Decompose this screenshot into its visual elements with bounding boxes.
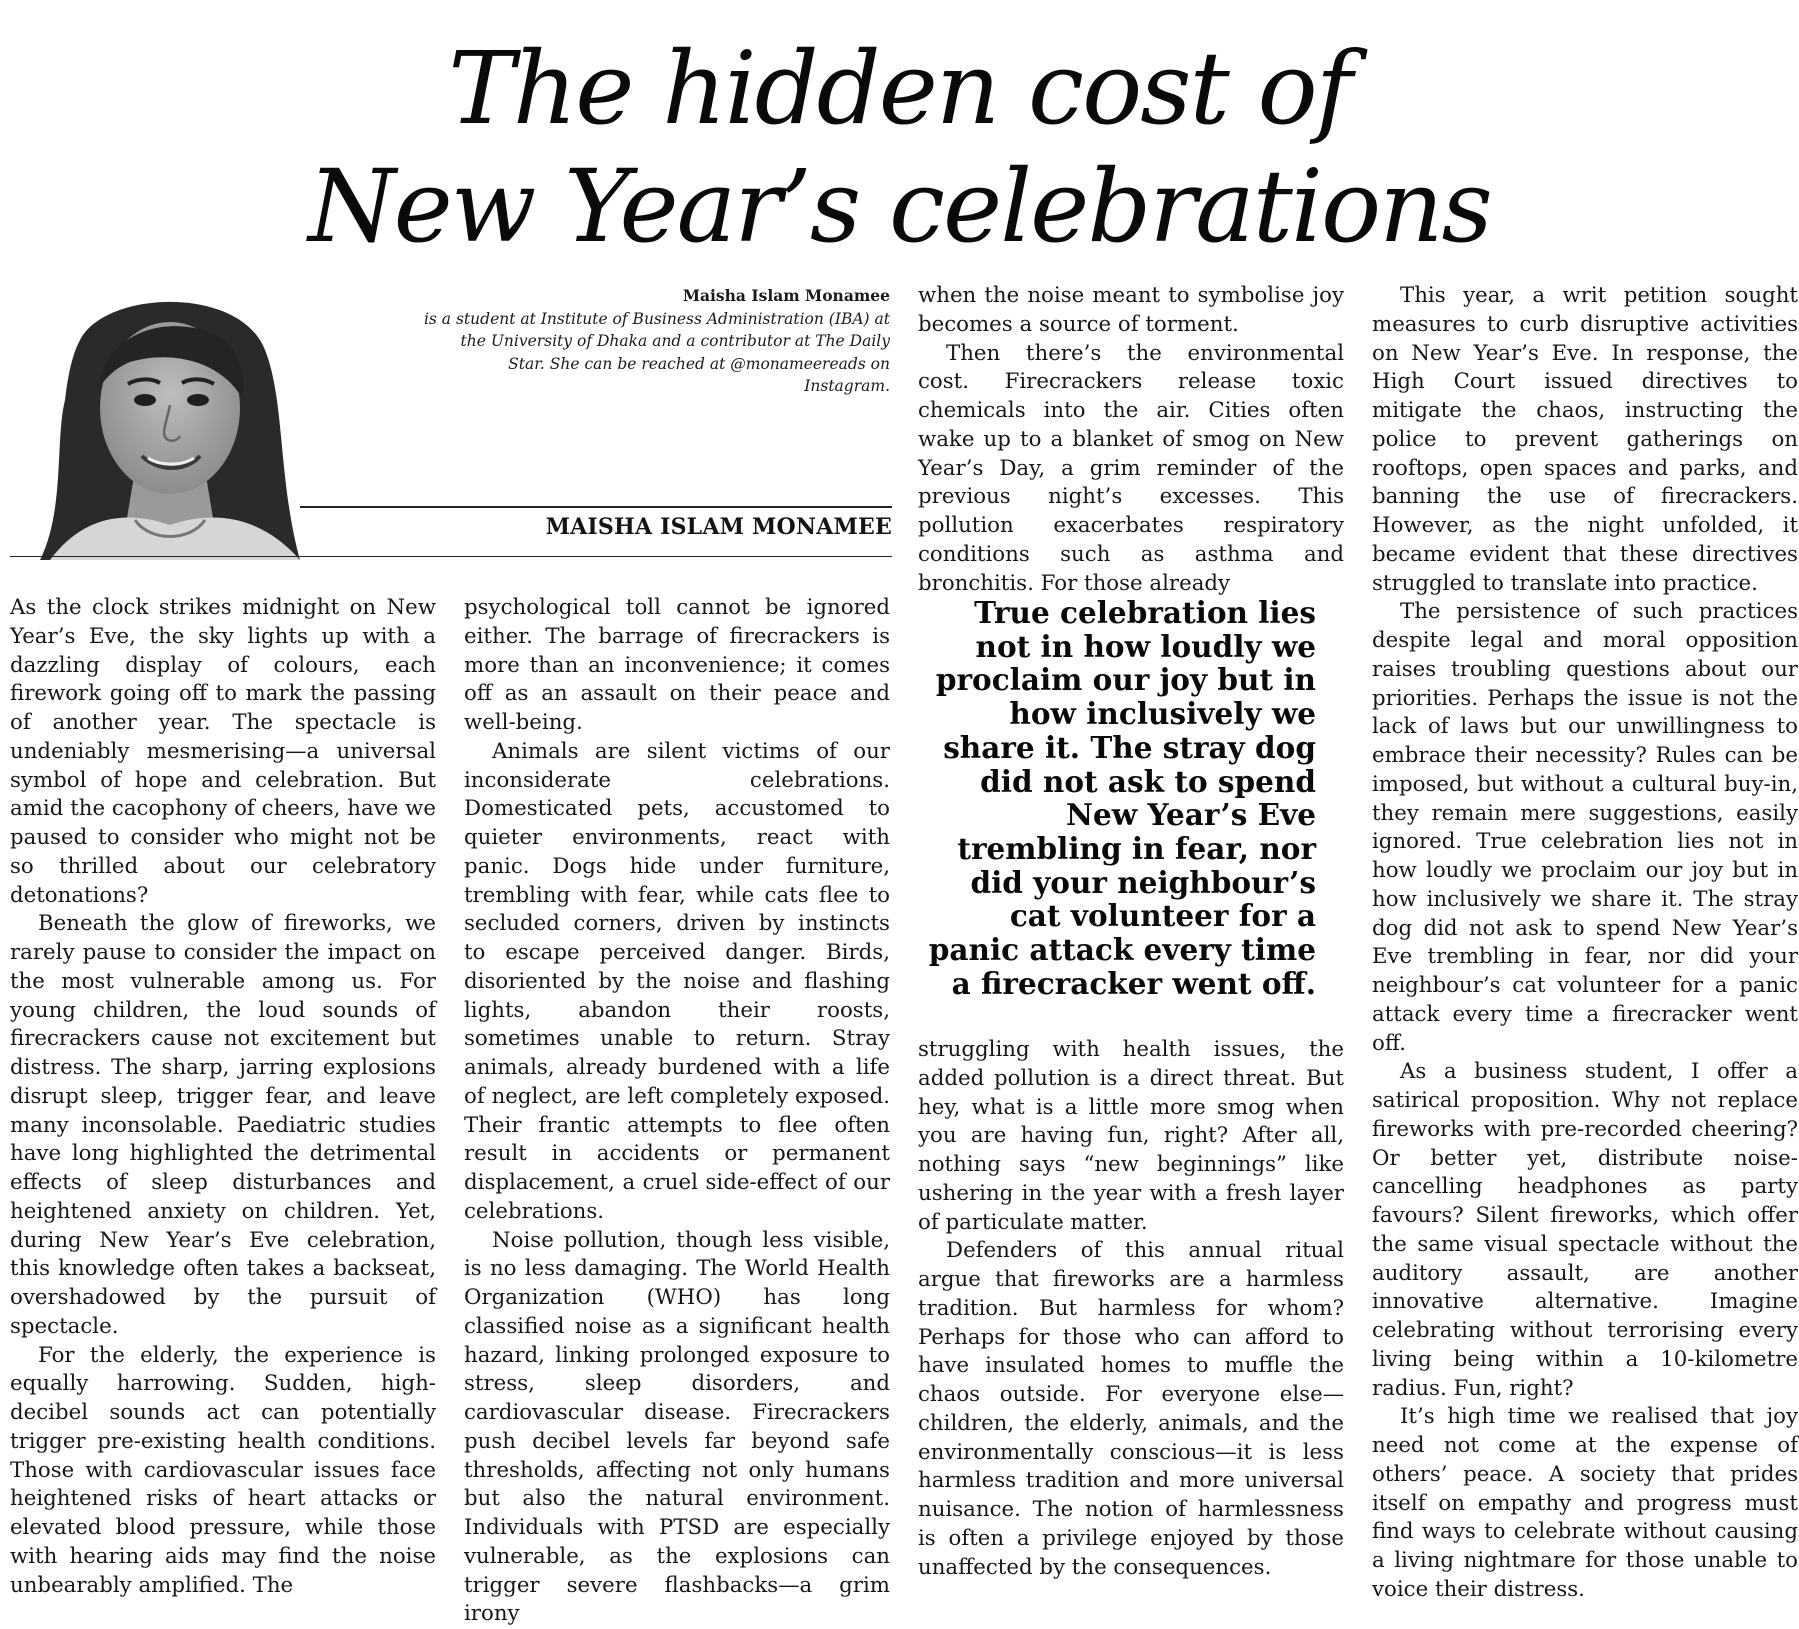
headline bbox=[0, 30, 1799, 266]
article-column-3-bottom bbox=[918, 1036, 1344, 1614]
paragraph: It’s high time we realised that joy need not come at the expense of others’ peace. A society that prides itself on empathy and progress must find ways to celebrate without causing a living nightmare for those unable to voice their distress. bbox=[1372, 1403, 1798, 1604]
headline-line-2: New Year’s celebrations bbox=[0, 148, 1799, 266]
paragraph: Noise pollution, though less visible, is no less damaging. The World Health Organization (WHO) has long classified noise as a significant health hazard, linking prolonged exposure to stress, sleep disorders, and cardiovascular disease. Firecrackers push decibel levels far beyond safe thresholds, affecting not only humans but also the natural environment. Individuals with PTSD are especially vulnerable, as the explosions can trigger severe flashbacks—a grim irony bbox=[464, 1227, 890, 1629]
paragraph: psychological toll cannot be ignored either. The barrage of firecrackers is more than an inconvenience; it comes off as an assault on their peace and well-being. bbox=[464, 594, 890, 738]
article-column-1 bbox=[10, 594, 436, 1614]
author-bio bbox=[420, 285, 890, 398]
paragraph: Beneath the glow of fireworks, we rarely pause to consider the impact on the most vulnerable among us. For young children, the loud sounds of firecrackers cause not excitement but distress. The sharp, jarring explosions disrupt sleep, trigger fear, and leave many inconsolable. Paediatric studies have long highlighted the detrimental effects of sleep disturbances and heightened anxiety on children. Yet, during New Year’s Eve celebration, this knowledge often takes a backseat, overshadowed by the pursuit of spectacle. bbox=[10, 910, 436, 1341]
bio-text: is a student at Institute of Business Administration (IBA) at the University of Dhaka and a contributor at The Daily Star. She can be reached at @monameereads on Instagram. bbox=[424, 310, 890, 396]
bio-author-name: Maisha Islam Monamee bbox=[420, 285, 890, 308]
byline-bottom-rule bbox=[10, 556, 892, 557]
pull-quote: True celebration lies not in how loudly we proclaim our joy but in how inclusively we share it. The stray dog did not ask to spend New Year’s Eve trembling in fear, nor did your neighbour’s cat volunteer for a panic attack every time a firecracker went off. bbox=[918, 596, 1316, 1000]
paragraph: The persistence of such practices despite legal and moral opposition raises troubling questions about our priorities. Perhaps the issue is not the lack of laws but our unwillingness to embrace their necessity? Rules can be imposed, but without a cultural buy-in, they remain mere suggestions, easily ignored. True celebration lies not in how loudly we proclaim our joy but in how inclusively we share it. The stray dog did not ask to spend New Year’s Eve trembling in fear, nor did your neighbour’s cat volunteer for a panic attack every time a firecracker went off. bbox=[1372, 598, 1798, 1058]
paragraph: Defenders of this annual ritual argue that fireworks are a harmless tradition. But harmless for whom? Perhaps for those who can afford to have insulated homes to muffle the chaos outside. For everyone else—children, the elderly, animals, and the environmentally conscious—it is less harmless tradition and more universal nuisance. The notion of harmlessness is often a privilege enjoyed by those unaffected by the consequences. bbox=[918, 1237, 1344, 1582]
paragraph: struggling with health issues, the added pollution is a direct threat. But hey, what is a little more smog when you are having fun, right? After all, nothing says “new beginnings” like ushering in the year with a fresh layer of particulate matter. bbox=[918, 1036, 1344, 1237]
paragraph: As the clock strikes midnight on New Year’s Eve, the sky lights up with a dazzling display of colours, each firework going off to mark the passing of another year. The spectacle is undeniably mesmerising—a universal symbol of hope and celebration. But amid the cacophony of cheers, have we paused to consider who might not be so thrilled about our celebratory detonations? bbox=[10, 594, 436, 910]
paragraph: when the noise meant to symbolise joy becomes a source of torment. bbox=[918, 282, 1344, 340]
article-column-2 bbox=[464, 594, 890, 1614]
paragraph: Animals are silent victims of our inconsiderate celebrations. Domesticated pets, accustomed to quieter environments, react with panic. Dogs hide under furniture, trembling with fear, while cats flee to secluded corners, driven by instincts to escape perceived danger. Birds, disoriented by the noise and flashing lights, abandon their roosts, sometimes unable to return. Stray animals, already burdened with a life of neglect, are left completely exposed. Their frantic attempts to flee often result in accidents or permanent displacement, a cruel side-effect of our celebrations. bbox=[464, 738, 890, 1227]
article-column-3-top bbox=[918, 282, 1344, 582]
paragraph: This year, a writ petition sought measures to curb disruptive activities on New Year’s Eve. In response, the High Court issued directives to mitigate the chaos, instructing the police to prevent gatherings on rooftops, open spaces and parks, and banning the use of firecrackers. However, as the night unfolded, it became evident that these directives struggled to translate into practice. bbox=[1372, 282, 1798, 598]
byline: MAISHA ISLAM MONAMEE bbox=[300, 514, 892, 540]
headline-line-1: The hidden cost of bbox=[0, 30, 1799, 148]
article-column-4 bbox=[1372, 282, 1798, 1614]
paragraph: Then there’s the environmental cost. Firecrackers release toxic chemicals into the air. Cities often wake up to a blanket of smog on New Year’s Day, a grim reminder of the previous night’s excesses. This pollution exacerbates respiratory conditions such as asthma and bronchitis. For those already bbox=[918, 340, 1344, 599]
author-portrait bbox=[10, 280, 340, 560]
paragraph: For the elderly, the experience is equally harrowing. Sudden, high-decibel sounds act can potentially trigger pre-existing health conditions. Those with cardiovascular issues face heightened risks of heart attacks or elevated blood pressure, while those with hearing aids may find the noise unbearably amplified. The bbox=[10, 1342, 436, 1601]
byline-top-rule bbox=[300, 506, 892, 508]
paragraph: As a business student, I offer a satirical proposition. Why not replace fireworks with pre-recorded cheering? Or better yet, distribute noise-cancelling headphones as party favours? Silent fireworks, which offer the same visual spectacle without the auditory assault, are another innovative alternative. Imagine celebrating without terrorising every living being within a 10-kilometre radius. Fun, right? bbox=[1372, 1058, 1798, 1403]
